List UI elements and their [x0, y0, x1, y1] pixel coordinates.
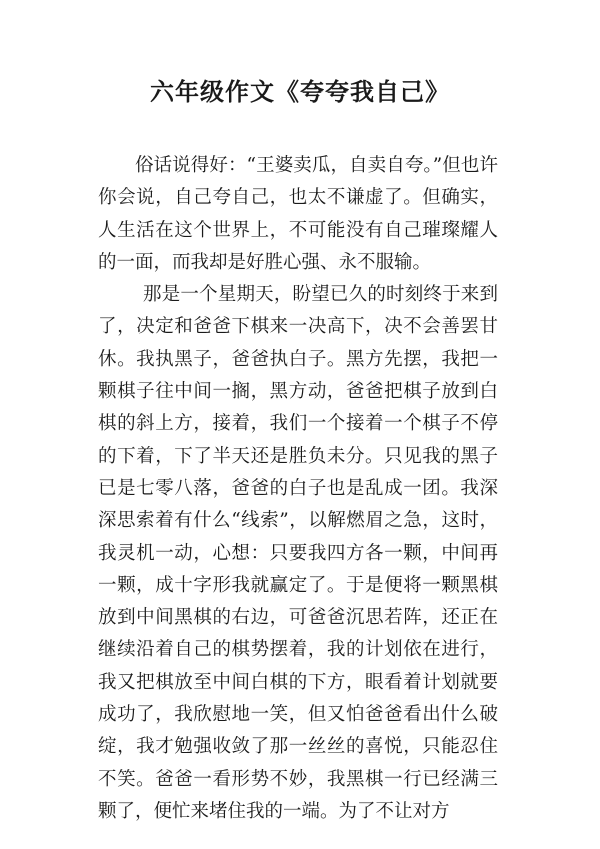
- document-title: 六年级作文《夸夸我自己》: [150, 78, 450, 106]
- paragraph-1: 俗话说得好：“王婆卖瓜，自卖自夸。”但也许你会说，自己夸自己，也太不谦虚了。但确实，人生活在这个世界上，不可能没有自己璀璨耀人的一面，而我却是好胜心强、永不服输。: [98, 155, 498, 273]
- paragraph-2: 那是一个星期天，盼望已久的时刻终于来到了，决定和爸爸下棋来一决高下，决不会善罢甘休。我执黑子，爸爸执白子。黑方先摆，我把一颗棋子往中间一搁，黑方动，爸爸把棋子放到白棋的斜上方，接着，我们一个接着一个棋子不停的下着，下了半天还是胜负未分。只见我的黑子已是七零八落，爸爸的白子也是乱成一团。我深深思索着有什么“线索”，以解燃眉之急，这时，我灵机一动，心想：只要我四方各一颗，中间再一颗，成十字形我就赢定了。于是便将一颗黑棋放到中间黑棋的右边，可爸爸沉思若阵，还正在继续沿着自己的棋势摆着，我的计划依在进行，我又把棋放至中间白棋的下方，眼看着计划就要成功了，我欣慰地一笑，但又怕爸爸看出什么破绽，我才勉强收敛了那一丝丝的喜悦，只能忍住不笑。爸爸一看形势不妙，我黑棋一行已经满三颗了，便忙来堵住我的一端。为了不让对方: [98, 284, 498, 822]
- document-body: [98, 150, 498, 828]
